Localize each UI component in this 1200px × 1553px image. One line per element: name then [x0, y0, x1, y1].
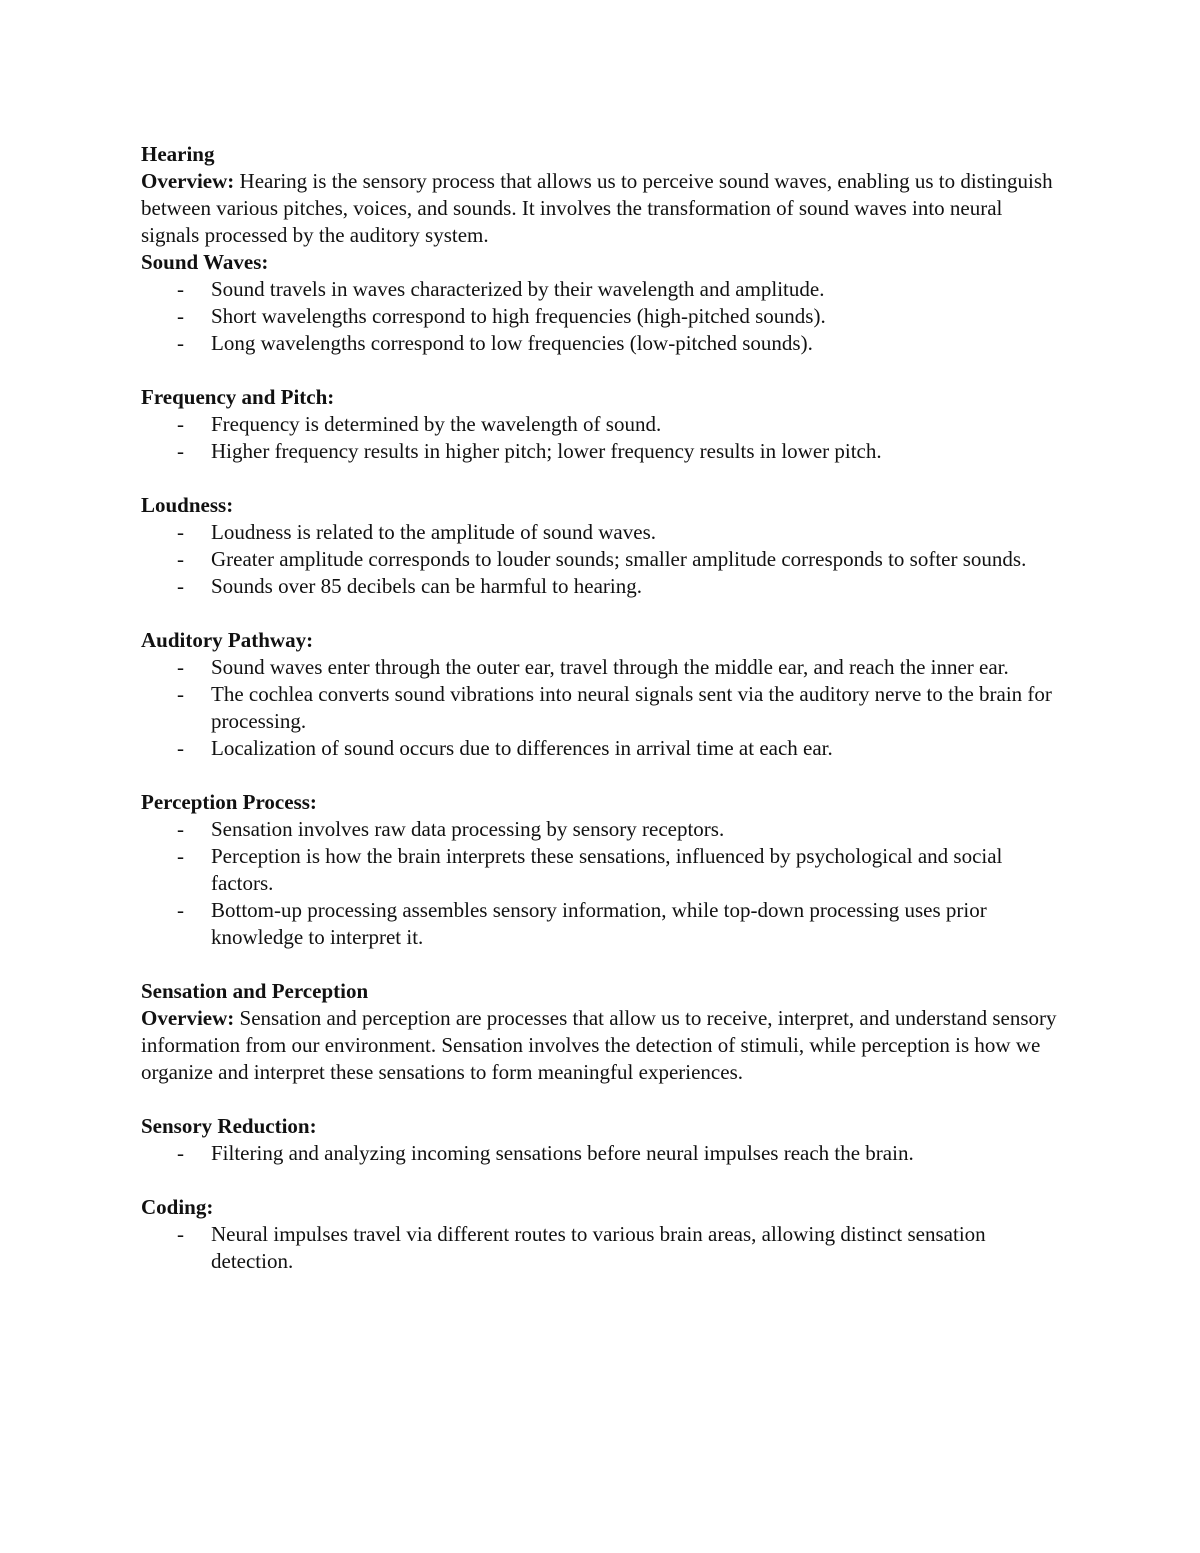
list-item-text: Sound waves enter through the outer ear, travel through the middle ear, and reach the inner ear. [211, 655, 1009, 679]
section-sound-waves [141, 249, 1061, 357]
dash-bullet: - [177, 574, 184, 598]
list-item-text: Sounds over 85 decibels can be harmful to hearing. [211, 574, 642, 598]
list-item-text: Filtering and analyzing incoming sensations before neural impulses reach the brain. [211, 1141, 914, 1165]
dash-bullet: - [177, 520, 184, 544]
dash-bullet: - [177, 412, 184, 436]
list-item-text: Long wavelengths correspond to low frequencies (low-pitched sounds). [211, 331, 813, 355]
list-item [141, 681, 1061, 735]
list-item-text: Frequency is determined by the wavelength of sound. [211, 412, 662, 436]
list-item [141, 330, 1061, 357]
list-item [141, 843, 1061, 897]
list-item [141, 303, 1061, 330]
dash-bullet: - [177, 1141, 184, 1165]
list-item [141, 1221, 1061, 1275]
dash-bullet: - [177, 682, 184, 706]
dash-bullet: - [177, 898, 184, 922]
dash-bullet: - [177, 331, 184, 355]
list-item-text: The cochlea converts sound vibrations into neural signals sent via the auditory nerve to the brain for processing. [211, 682, 1052, 733]
document-page [141, 141, 1061, 1275]
section-sensory-reduction [141, 1113, 1061, 1167]
section-coding [141, 1194, 1061, 1275]
list-item [141, 816, 1061, 843]
overview-paragraph [141, 1005, 1061, 1086]
list-item [141, 411, 1061, 438]
list-item-text: Higher frequency results in higher pitch; lower frequency results in lower pitch. [211, 439, 882, 463]
bullet-list [141, 1221, 1061, 1275]
bullet-list [141, 519, 1061, 600]
list-item-text: Bottom-up processing assembles sensory information, while top-down processing uses prior knowledge to interpret it. [211, 898, 987, 949]
list-item [141, 573, 1061, 600]
section-hearing [141, 141, 1061, 249]
list-item-text: Neural impulses travel via different routes to various brain areas, allowing distinct sensation detection. [211, 1222, 986, 1273]
list-item [141, 897, 1061, 951]
dash-bullet: - [177, 736, 184, 760]
dash-bullet: - [177, 844, 184, 868]
section-title: Sound Waves: [141, 250, 269, 274]
section-title: Perception Process: [141, 790, 317, 814]
dash-bullet: - [177, 439, 184, 463]
list-item [141, 519, 1061, 546]
section-title: Frequency and Pitch: [141, 385, 335, 409]
section-auditory-pathway [141, 627, 1061, 762]
section-title: Sensation and Perception [141, 979, 369, 1003]
section-title: Hearing [141, 142, 215, 166]
list-item [141, 438, 1061, 465]
list-item [141, 735, 1061, 762]
bullet-list [141, 816, 1061, 951]
section-title: Sensory Reduction: [141, 1114, 317, 1138]
list-item [141, 546, 1061, 573]
list-item [141, 1140, 1061, 1167]
overview-label: Overview: [141, 169, 235, 193]
overview-label: Overview: [141, 1006, 235, 1030]
dash-bullet: - [177, 547, 184, 571]
list-item [141, 276, 1061, 303]
list-item-text: Sensation involves raw data processing by sensory receptors. [211, 817, 725, 841]
section-title: Loudness: [141, 493, 234, 517]
dash-bullet: - [177, 817, 184, 841]
list-item [141, 654, 1061, 681]
dash-bullet: - [177, 1222, 184, 1246]
section-loudness [141, 492, 1061, 600]
section-sensation-perception [141, 978, 1061, 1086]
list-item-text: Perception is how the brain interprets these sensations, influenced by psychological and social factors. [211, 844, 1003, 895]
section-title: Auditory Pathway: [141, 628, 314, 652]
list-item-text: Sound travels in waves characterized by their wavelength and amplitude. [211, 277, 825, 301]
overview-text: Hearing is the sensory process that allows us to perceive sound waves, enabling us to distinguish between various pitches, voices, and sounds. It involves the transformation of sound waves into neural signals processed by the auditory system. [141, 169, 1053, 247]
dash-bullet: - [177, 277, 184, 301]
list-item-text: Greater amplitude corresponds to louder sounds; smaller amplitude corresponds to softer sounds. [211, 547, 1027, 571]
list-item-text: Short wavelengths correspond to high frequencies (high-pitched sounds). [211, 304, 826, 328]
list-item-text: Loudness is related to the amplitude of sound waves. [211, 520, 656, 544]
section-frequency-pitch [141, 384, 1061, 465]
bullet-list [141, 276, 1061, 357]
list-item-text: Localization of sound occurs due to differences in arrival time at each ear. [211, 736, 833, 760]
bullet-list [141, 411, 1061, 465]
section-title: Coding: [141, 1195, 214, 1219]
overview-text: Sensation and perception are processes that allow us to receive, interpret, and understand sensory information from our environment. Sensation involves the detection of stimuli, while perception is how we organize and interpret these sensations to form meaningful experiences. [141, 1006, 1057, 1084]
bullet-list [141, 654, 1061, 762]
dash-bullet: - [177, 655, 184, 679]
section-perception-process [141, 789, 1061, 951]
overview-paragraph [141, 168, 1061, 249]
bullet-list [141, 1140, 1061, 1167]
dash-bullet: - [177, 304, 184, 328]
